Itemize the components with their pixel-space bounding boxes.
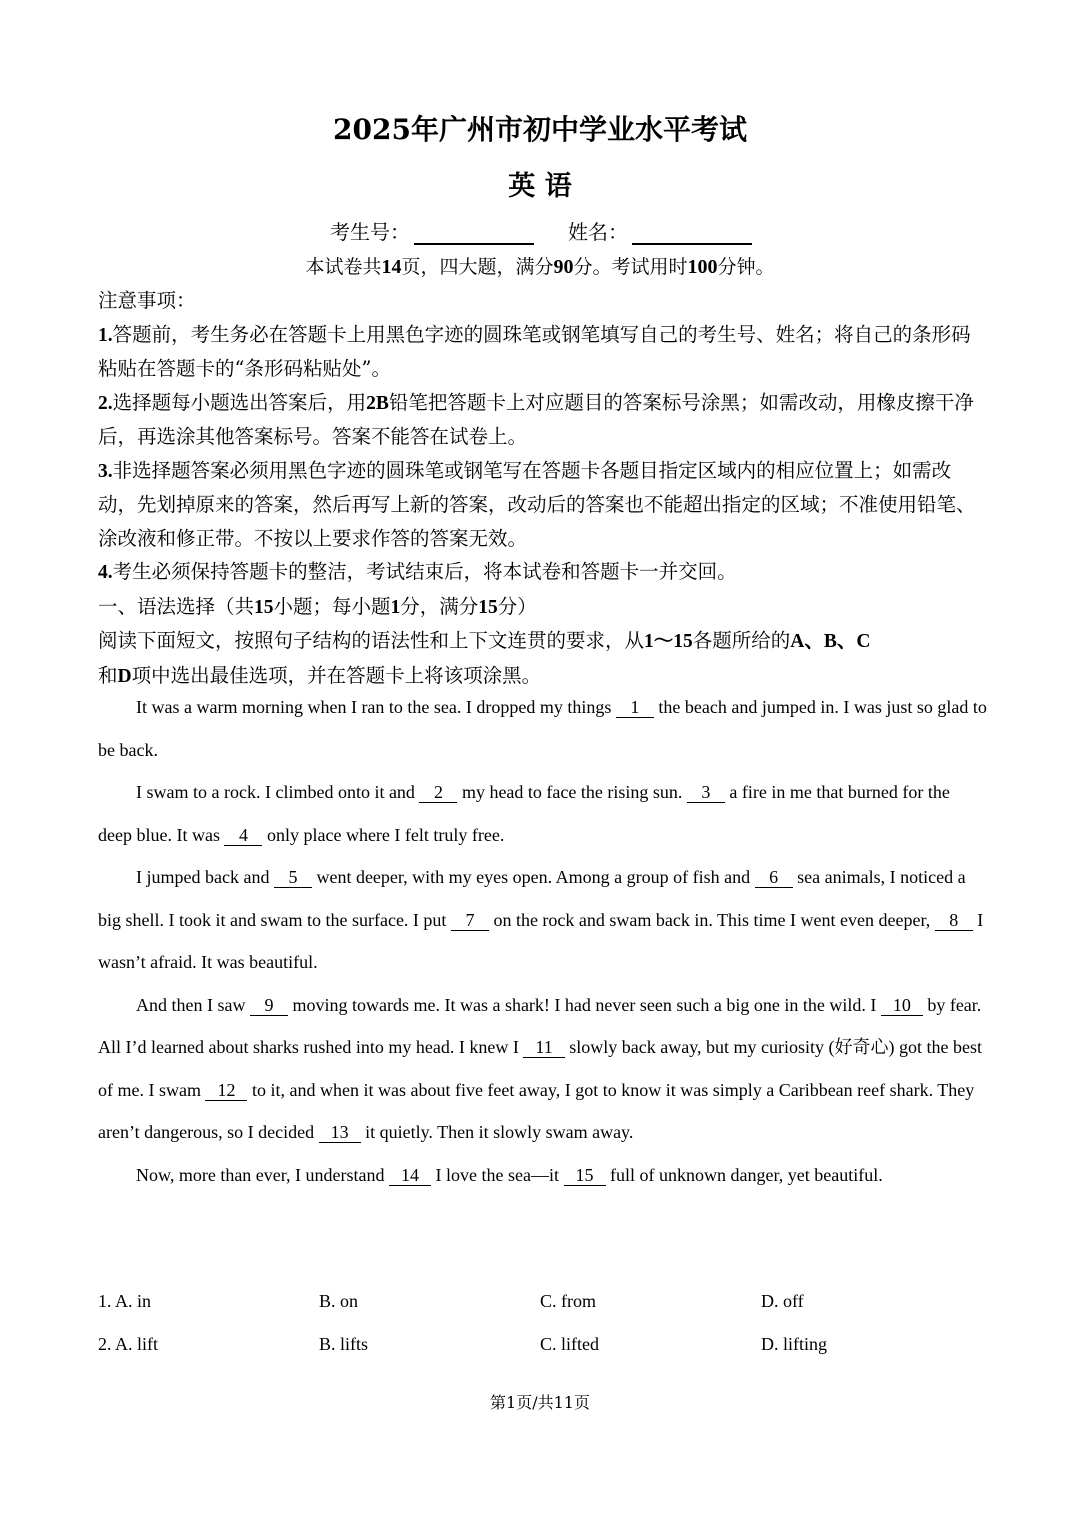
question-count: 15 [254,596,274,618]
answer-blank: 12 [205,1080,247,1101]
passage-text: I love the sea—it [435,1164,559,1185]
answer-blank: 7 [451,910,489,931]
passage-paragraph-3 [98,856,988,984]
answer-blank: 9 [250,995,288,1016]
answer-blank: 6 [755,867,793,888]
section-text: 小题；每小题 [273,594,391,618]
passage-text: slowly back away, but my curiosity (好奇心) got the best of me. I swam [98,1037,982,1100]
answer-blank: 13 [319,1122,361,1143]
answer-blank: 3 [687,782,725,803]
option-d: D. off [761,1291,804,1311]
passage-paragraph-1 [98,686,988,771]
info-text: 分。考试用时 [573,256,688,278]
answer-blank: 8 [935,910,973,931]
passage-paragraph-2 [98,771,988,856]
answer-blank: 10 [881,995,923,1016]
section-text: 分，满分 [400,594,479,618]
page-footer: 第1页/共11页 [490,1393,590,1412]
info-text: 页，四大题，满分 [401,256,554,278]
options-row-2 [98,1323,998,1366]
option-a: 1. A. in [98,1291,152,1311]
section-heading [98,590,988,625]
note-text: 选择题每小题选出答案后，用 [112,390,367,414]
instr-text: 阅读下面短文，按照句子结构的语法性和上下文连贯的要求，从 [98,629,645,652]
passage-text: to it, and when it was about five feet away, I got to know it was simply a Caribbean reef shark. They aren’t dangerous, so I decided [98,1079,975,1142]
note-text: 考生必须保持答题卡的整洁，考试结束后，将本试卷和答题卡一并交回。 [112,560,737,583]
exam-id-label: 考生号： [330,220,410,244]
passage-text: Now, more than ever, I understand [136,1164,385,1185]
name-blank [632,219,752,245]
note-item-1 [98,318,988,386]
candidate-info-line [0,216,1080,248]
passage-text: moving towards me. It was a shark! I had never seen such a big one in the wild. I [292,994,877,1015]
passage-text: I swam to a rock. I climbed onto it and [136,782,415,802]
option-a: 2. A. lift [98,1333,159,1354]
passage-text: by fear. All I’d learned about sharks rushed into my head. I knew I [98,994,982,1057]
option-c: C. lifted [540,1333,599,1354]
instr-text: 项中选出最佳选项，并在答题卡上将该项涂黑。 [131,663,542,687]
option-b: B. lifts [319,1333,369,1354]
passage-text: I jumped back and [136,867,270,887]
answer-blank: 4 [224,825,262,846]
exam-id-field [330,216,534,245]
note-number: 1. [98,324,113,346]
points-each: 1 [390,596,401,618]
passage-text: I wasn’t afraid. It was beautiful. [98,909,984,972]
exam-id-blank [414,219,534,245]
exam-minutes: 100 [687,256,718,278]
notes-block [98,284,988,693]
section-text: 一、语法选择（共 [98,594,255,618]
option-letters: A、B、C [790,631,871,652]
option-b: B. on [319,1291,359,1311]
exam-title: 2025年广州市初中学业水平考试 [333,113,747,146]
note-number: 4. [98,562,113,583]
option-letter-d: D [117,665,132,687]
info-text: 本试卷共 [305,256,382,278]
full-score: 90 [553,256,574,278]
note-item-3 [98,454,988,556]
note-number: 2. [98,392,113,414]
passage-text: only place where I felt truly free. [266,824,505,845]
passage-text: it quietly. Then it slowly swam away. [365,1122,634,1142]
answer-blank: 2 [419,782,457,803]
note-number: 3. [98,460,113,482]
passage-text: sea animals, I noticed a big shell. I took it and swam to the surface. I put [98,867,966,930]
notes-heading: 注意事项： [98,289,196,312]
note-text: 非选择题答案必须用黑色字迹的圆珠笔或钢笔写在答题卡各题目指定区域内的相应位置上；如需改动，先划掉原来的答案，然后再写上新的答案，改动后的答案也不能超出指定的区域；不准使用铅笔、涂改液和修正带。不按以上要求作答的答案无效。 [98,458,976,550]
answer-blank: 15 [564,1165,606,1186]
reading-passage [98,686,988,1196]
passage-text: And then I saw [136,994,246,1015]
passage-text: the beach and jumped in. I was just so glad to be back. [98,697,987,760]
info-text: 分钟。 [717,256,775,278]
exam-info-line [0,252,1080,282]
section-instructions [98,624,988,693]
note-text: 答题前，考生务必在答题卡上用黑色字迹的圆珠笔或钢笔填写自己的考生号、姓名；将自己的条形码粘贴在答题卡的“条形码粘贴处”。 [98,322,971,380]
note-item-4 [98,555,988,590]
passage-text: went deeper, with my eyes open. Among a group of fish and [316,867,751,887]
answer-blank: 5 [274,867,312,888]
section-total: 15 [478,596,498,618]
note-item-2 [98,386,988,454]
passage-text: my head to face the rising sun. [461,782,683,802]
passage-paragraph-4 [98,984,988,1154]
passage-paragraph-5 [98,1154,988,1197]
section-text: 分） [497,594,537,618]
subject-title: 英 语 [508,171,572,202]
question-range: 1～15 [644,631,693,652]
page-count: 14 [381,256,402,278]
option-c: C. from [540,1291,596,1311]
name-field [568,216,752,245]
note-text: 铅笔把答题卡上对应题目的答案标号涂黑；如需改动，用橡皮擦干净后，再选涂其他答案标号。答案不能答在试卷上。 [98,390,974,448]
passage-text: full of unknown danger, yet beautiful. [610,1164,883,1185]
answer-options [98,1280,998,1365]
options-row-1 [98,1280,998,1323]
option-d: D. lifting [761,1333,827,1354]
instr-text: 和 [98,663,118,687]
passage-text: on the rock and swam back in. This time I went even deeper, [493,909,931,930]
passage-text: a fire in me that burned for the deep blue. It was [98,782,950,845]
passage-text: It was a warm morning when I ran to the sea. I dropped my things [136,697,612,717]
name-label: 姓名： [568,220,628,244]
pencil-grade: 2B [366,392,389,414]
answer-blank: 14 [389,1165,431,1186]
answer-blank: 11 [523,1037,564,1058]
instr-text: 各题所给的 [692,629,791,652]
answer-blank: 1 [616,697,654,718]
